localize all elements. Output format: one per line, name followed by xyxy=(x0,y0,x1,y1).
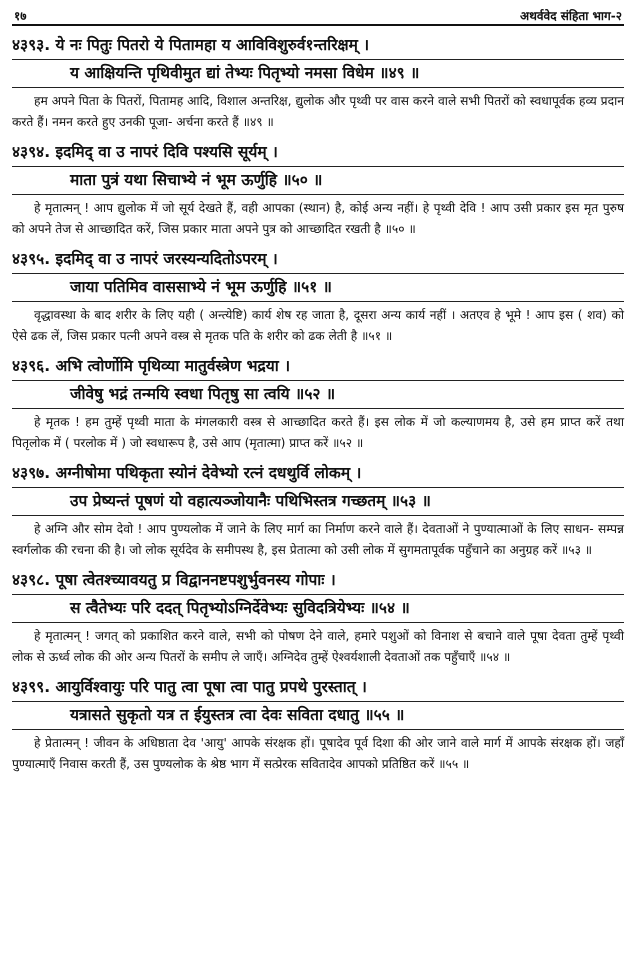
mantra-line-1: ४३९५. इदमिद् वा उ नापरं जरस्यन्यदितोऽपरम् । xyxy=(12,246,624,274)
hindi-translation: हे मृतात्मन् ! जगत् को प्रकाशित करने वाले, सभी को पोषण देने वाले, हमारे पशुओं को विनाश से बचाने वाले पूषा देवता तुम्हें पृथ्वी लोक से ऊर्ध्व लोक की ओर अन्य पितरों के समीप ले जाएँ। अग्निदेव तुम्हें ऐश्वर्यशाली देवताओं तक पहुँचाएँ ॥५४ ॥ xyxy=(12,629,624,664)
mantra-line-1: ४३९४. इदमिद् वा उ नापरं दिवि पश्यसि सूर्यम् । xyxy=(12,139,624,167)
verse-entry xyxy=(12,246,624,347)
hindi-translation: वृद्धावस्था के बाद शरीर के लिए यही ( अन्त्येष्टि) कार्य शेष रह जाता है, दूसरा अन्य कार्य नहीं । अतएव हे भूमे ! आप इस ( शव) को ऐसे ढक लें, जिस प्रकार पत्नी अपने वस्त्र से मृतक पति के शरीर को ढक लेती है ॥५१ ॥ xyxy=(12,308,624,343)
hindi-translation: हे अग्नि और सोम देवो ! आप पुण्यलोक में जाने के लिए मार्ग का निर्माण करने वाले हैं। देवताओं ने पुण्यात्माओं के लिए साधन- सम्पन्न स्वर्गलोक की रचना की है। जो लोक सूर्यदेव के समीपस्थ है, इस प्रेतात्मा को उसी लोक में सुगमतापूर्वक पहुँचाने का अनुग्रह करें ॥५३ ॥ xyxy=(12,522,624,557)
verse-entry xyxy=(12,139,624,240)
mantra-line-1: ४३९९. आयुर्विश्वायुः परि पातु त्वा पूषा त्वा पातु प्रपथे पुरस्तात् । xyxy=(12,674,624,702)
hindi-translation: हे प्रेतात्मन् ! जीवन के अधिष्ठाता देव 'आयु' आपके संरक्षक हों। पूषादेव पूर्व दिशा की ओर जाने वाले मार्ग में आपके संरक्षक हों। जहाँ पुण्यात्माएँ निवास करती हैं, उस पुण्यलोक के श्रेष्ठ भाग में सत्प्रेरक सवितादेव आपको प्रतिष्ठित करें ॥५५ ॥ xyxy=(12,736,624,771)
verse-entry xyxy=(12,353,624,454)
mantra-line-1: ४३९७. अग्नीषोमा पथिकृता स्योनं देवेभ्यो रत्नं दधथुर्वि लोकम् । xyxy=(12,460,624,488)
page-header xyxy=(12,0,624,26)
mantra-line-2: स त्वैतेभ्यः परि ददत् पितृभ्योऽग्निर्देवेभ्यः सुविदत्रियेभ्यः ॥५४ ॥ xyxy=(12,595,624,623)
hindi-translation: हे मृतात्मन् ! आप द्युलोक में जो सूर्य देखते हैं, वही आपका (स्थान) है, कोई अन्य नहीं। हे पृथ्वी देवि ! आप उसी प्रकार इस मृत पुरुष को अपने तेज से आच्छादित करें, जिस प्रकार माता अपने पुत्र को आच्छादित रखती है ॥५० ॥ xyxy=(12,201,624,236)
page-number: १७ xyxy=(14,9,27,23)
mantra-line-1: ४३९३. ये नः पितुः पितरो ये पितामहा य आविविशुरुर्व१न्तरिक्षम् । xyxy=(12,32,624,60)
book-title: अथर्ववेद संहिता भाग-२ xyxy=(520,9,622,23)
mantra-line-2: जीवेषु भद्रं तन्मयि स्वधा पितृषु सा त्वयि ॥५२ ॥ xyxy=(12,381,624,409)
verse-entry xyxy=(12,32,624,133)
hindi-translation: हम अपने पिता के पितरों, पितामह आदि, विशाल अन्तरिक्ष, द्युलोक और पृथ्वी पर वास करने वाले सभी पितरों को स्वधापूर्वक हव्य प्रदान करते हैं। नमन करते हुए उनकी पूजा- अर्चना करते हैं ॥४९ ॥ xyxy=(12,94,624,129)
mantra-line-2: य आक्षियन्ति पृथिवीमुत द्यां तेभ्यः पितृभ्यो नमसा विधेम ॥४९ ॥ xyxy=(12,60,624,88)
mantra-line-2: यत्रासते सुकृतो यत्र त ईयुस्तत्र त्वा देवः सविता दधातु ॥५५ ॥ xyxy=(12,702,624,730)
hindi-translation: हे मृतक ! हम तुम्हें पृथ्वी माता के मंगलकारी वस्त्र से आच्छादित करते हैं। इस लोक में जो कल्याणमय है, उसे हम प्राप्त करें तथा पितृलोक में ( परलोक में ) जो स्वधारूप है, उसे आप (मृतात्मा) प्राप्त करें ॥५२ ॥ xyxy=(12,415,624,450)
mantra-line-2: उप प्रेष्यन्तं पूषणं यो वहात्यञ्जोयानैः पथिभिस्तत्र गच्छतम् ॥५३ ॥ xyxy=(12,488,624,516)
verse-entry xyxy=(12,674,624,775)
mantra-line-1: ४३९६. अभि त्वोर्णोमि पृथिव्या मातुर्वस्त्रेण भद्रया । xyxy=(12,353,624,381)
verse-entry xyxy=(12,567,624,668)
mantra-line-1: ४३९८. पूषा त्वेतश्च्यावयतु प्र विद्वाननष्टपशुर्भुवनस्य गोपाः । xyxy=(12,567,624,595)
mantra-line-2: माता पुत्रं यथा सिचाभ्ये नं भूम ऊर्णुहि ॥५० ॥ xyxy=(12,167,624,195)
mantra-line-2: जाया पतिमिव वाससाभ्ये नं भूम ऊर्णुहि ॥५१ ॥ xyxy=(12,274,624,302)
verse-entry xyxy=(12,460,624,561)
